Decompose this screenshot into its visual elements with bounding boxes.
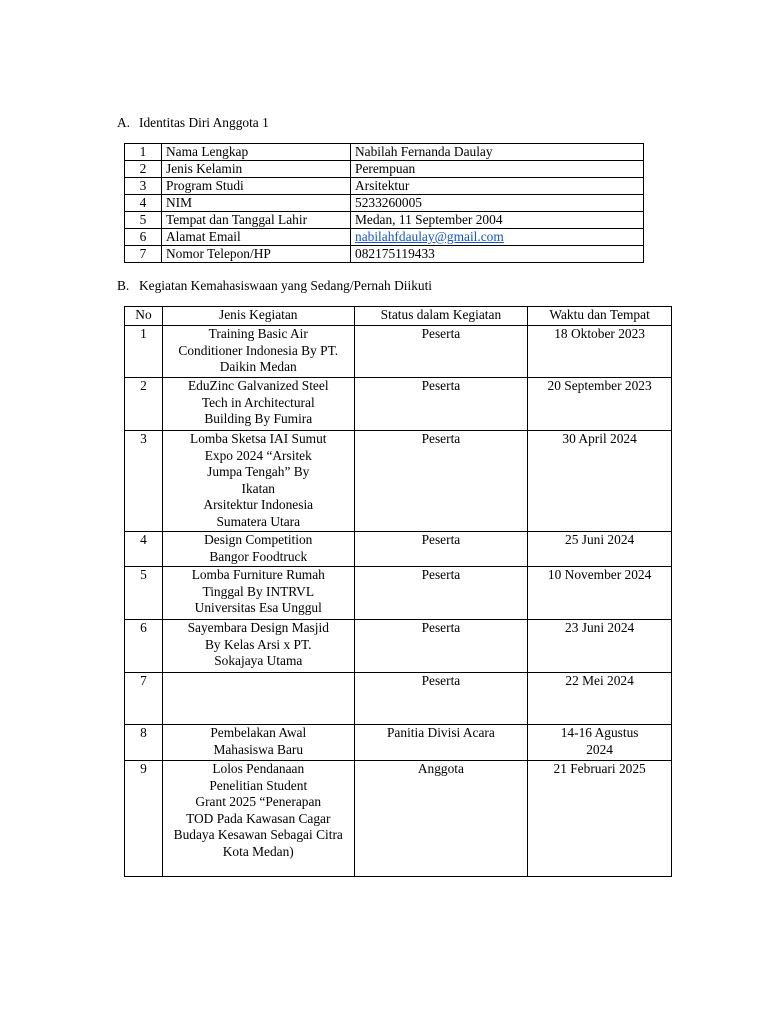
identity-row-no: 6 (125, 229, 162, 246)
identity-row-label: NIM (162, 195, 351, 212)
time-line: 2024 (586, 741, 613, 757)
activity-line: EduZinc Galvanized Steel (187, 378, 329, 393)
activity-name (162, 378, 354, 431)
header-status: Status dalam Kegiatan (354, 307, 528, 326)
identity-row (125, 161, 644, 178)
email-link[interactable]: nabilahfdaulay@gmail.com (355, 229, 504, 244)
activity-line: Design Competition (204, 532, 313, 547)
activity-line: Lomba Furniture Rumah (191, 567, 325, 582)
identity-table (124, 143, 644, 263)
activity-line: Penelitian Student (209, 777, 308, 793)
time-line: 18 Oktober 2023 (554, 326, 645, 341)
activity-line: Conditioner Indonesia By PT. (178, 342, 339, 358)
time-line: 14-16 Agustus (560, 725, 639, 740)
section-b-letter: B. (117, 278, 130, 293)
activity-name (162, 326, 354, 378)
section-b-title: Kegiatan Kemahasiswaan yang Sedang/Pernah Diikuti (139, 278, 433, 293)
activity-row (125, 567, 672, 620)
activity-line: Tinggal By INTRVL (202, 583, 315, 599)
activity-line: Budaya Kesawan Sebagai Citra (173, 827, 343, 843)
activity-status: Peserta (354, 326, 528, 378)
activity-name (162, 673, 354, 725)
activity-no: 2 (125, 378, 163, 431)
activity-line: Expo 2024 “Arsitek (204, 447, 312, 463)
activity-name (162, 761, 354, 877)
identity-row-label: Program Studi (162, 178, 351, 195)
identity-value-text: 082175119433 (355, 246, 435, 261)
activity-no: 4 (125, 532, 163, 567)
identity-row (125, 212, 644, 229)
identity-row (125, 246, 644, 263)
activity-time (528, 673, 672, 725)
time-line: 10 November 2024 (547, 567, 652, 582)
activity-line: Bangor Foodtruck (209, 548, 308, 564)
activity-line: Jumpa Tengah” By (207, 464, 310, 480)
section-b-heading (117, 278, 432, 294)
activity-no: 7 (125, 673, 163, 725)
activity-line: Arsitektur Indonesia (203, 497, 314, 513)
identity-row-no: 3 (125, 178, 162, 195)
activity-no: 3 (125, 431, 163, 532)
activity-line: Tech in Architectural (201, 394, 315, 410)
activity-time (528, 620, 672, 673)
activity-no: 5 (125, 567, 163, 620)
identity-row-value (351, 229, 644, 246)
identity-row (125, 195, 644, 212)
activity-name (162, 532, 354, 567)
activity-line: Sayembara Design Masjid (187, 620, 329, 635)
identity-value-text: Arsitektur (355, 178, 410, 193)
section-a-heading (117, 115, 269, 131)
activity-time (528, 431, 672, 532)
activity-time (528, 378, 672, 431)
identity-row-label: Jenis Kelamin (162, 161, 351, 178)
activity-line: Pembelakan Awal (210, 725, 307, 740)
activity-time (528, 532, 672, 567)
activity-name (162, 725, 354, 761)
activity-row (125, 431, 672, 532)
activity-status: Peserta (354, 532, 528, 567)
identity-row-label: Tempat dan Tanggal Lahir (162, 212, 351, 229)
activity-row (125, 620, 672, 673)
time-line: 21 Februari 2025 (553, 761, 646, 776)
activity-status: Peserta (354, 620, 528, 673)
activity-line: Kota Medan) (222, 843, 294, 859)
activity-status: Anggota (354, 761, 528, 877)
identity-row-label: Nama Lengkap (162, 144, 351, 161)
activity-no: 9 (125, 761, 163, 877)
activity-line: Universitas Esa Unggul (194, 600, 322, 616)
identity-row-value (351, 246, 644, 263)
activity-time (528, 326, 672, 378)
activity-time (528, 725, 672, 761)
header-no: No (125, 307, 163, 326)
activity-line: By Kelas Arsi x PT. (205, 636, 312, 652)
identity-row-no: 1 (125, 144, 162, 161)
activity-line: Daikin Medan (219, 359, 297, 375)
identity-row (125, 178, 644, 195)
identity-value-text: Medan, 11 September 2004 (355, 212, 503, 227)
header-time: Waktu dan Tempat (528, 307, 672, 326)
activity-no: 6 (125, 620, 163, 673)
identity-row (125, 144, 644, 161)
activity-line: Lolos Pendanaan (212, 761, 305, 776)
activity-no: 8 (125, 725, 163, 761)
identity-row-value (351, 212, 644, 229)
activity-name (162, 567, 354, 620)
time-line: 20 September 2023 (547, 378, 652, 393)
identity-row-no: 5 (125, 212, 162, 229)
activity-line: Building By Fumira (204, 411, 313, 427)
identity-row-no: 4 (125, 195, 162, 212)
identity-value-text: Nabilah Fernanda Daulay (355, 144, 493, 159)
activity-row (125, 725, 672, 761)
activity-line: Ikatan (241, 480, 275, 496)
activity-line: Lomba Sketsa IAI Sumut (190, 431, 327, 446)
identity-row-value (351, 195, 644, 212)
identity-row-value (351, 178, 644, 195)
identity-value-text: Perempuan (355, 161, 416, 176)
identity-row-label: Alamat Email (162, 229, 351, 246)
activity-status: Peserta (354, 567, 528, 620)
activity-status: Peserta (354, 673, 528, 725)
activity-row (125, 326, 672, 378)
activity-line: Sumatera Utara (216, 513, 301, 529)
activity-row (125, 378, 672, 431)
identity-row-value (351, 144, 644, 161)
activities-header-row (125, 307, 672, 326)
activity-row (125, 761, 672, 877)
activity-line: Training Basic Air (208, 326, 308, 341)
time-line: 25 Juni 2024 (565, 532, 635, 547)
identity-row-no: 7 (125, 246, 162, 263)
activity-status: Peserta (354, 378, 528, 431)
activity-name (162, 431, 354, 532)
activity-line: Mahasiswa Baru (213, 741, 304, 757)
identity-value-text: 5233260005 (355, 195, 422, 210)
activity-line: TOD Pada Kawasan Cagar (186, 810, 331, 826)
activity-row (125, 532, 672, 567)
activity-time (528, 761, 672, 877)
activity-name (162, 620, 354, 673)
activity-status: Panitia Divisi Acara (354, 725, 528, 761)
identity-row-no: 2 (125, 161, 162, 178)
time-line: 23 Juni 2024 (565, 620, 635, 635)
activity-time (528, 567, 672, 620)
section-a-title: Identitas Diri Anggota 1 (139, 115, 269, 130)
activity-no: 1 (125, 326, 163, 378)
activity-row (125, 673, 672, 725)
activity-line: Sokajaya Utama (214, 653, 303, 669)
activity-line: Grant 2025 “Penerapan (195, 794, 322, 810)
time-line: 30 April 2024 (562, 431, 637, 446)
header-activity: Jenis Kegiatan (162, 307, 354, 326)
identity-row-value (351, 161, 644, 178)
time-line: 22 Mei 2024 (565, 673, 634, 688)
identity-row (125, 229, 644, 246)
section-a-letter: A. (117, 115, 131, 130)
activities-table (124, 306, 672, 877)
identity-row-label: Nomor Telepon/HP (162, 246, 351, 263)
activity-status: Peserta (354, 431, 528, 532)
